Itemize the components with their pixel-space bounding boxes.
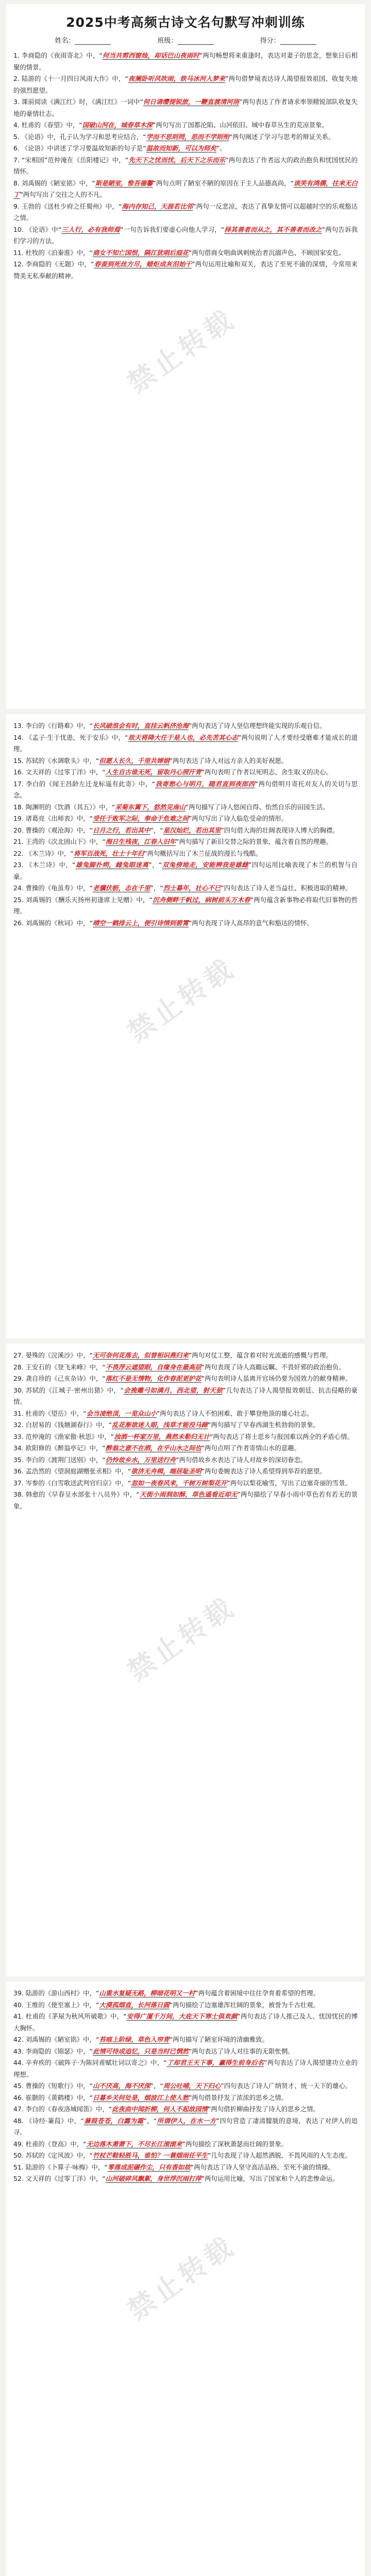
question-text: ”两句借故乡水表达了诗人对故乡的深切眷恋。 — [176, 1455, 307, 1464]
question-text: ”四句借大海的壮阔表现诗人博大的胸襟。 — [221, 826, 339, 834]
question-text: 47. 李白的《春夜洛城闻笛》中，“ — [13, 2105, 112, 2113]
question-text: ”两句以梨花喻雪，写出了边塞奇丽的雪景。 — [227, 1479, 352, 1487]
question-text: ”两句写出了交往之人的不凡。 — [20, 191, 106, 198]
answer-text: 何当共剪西窗烛，却话巴山夜雨时 — [102, 52, 199, 59]
answer-text: 忽如一夜春风来，千树万树梨花开 — [131, 1479, 227, 1487]
answer-text: 双兔傍地走，安能辨我是雄雌 — [162, 861, 248, 869]
watermark-text: 禁止转载 — [122, 952, 242, 1049]
answer-text: 斯是陋室，惟吾德馨 — [95, 179, 153, 187]
question-item — [13, 1408, 358, 1420]
answer-text: 海日生残夜，江春入旧年 — [105, 838, 176, 845]
answer-text: 落红不是无情物，化作春泥更护花 — [105, 1375, 201, 1382]
question-text: 29. 龚自珍的《己亥杂诗》中，“ — [13, 1375, 106, 1382]
question-text: ”两句借折柳曲抒发了诗人的思乡之情。 — [208, 2105, 320, 2113]
watermark-text: 禁止转载 — [122, 1591, 242, 1688]
question-item — [13, 50, 358, 73]
answer-text: 受任于败军之际，奉命于危难之间 — [92, 815, 189, 822]
question-text: 10. 《论语》中“ — [13, 225, 62, 233]
question-text: ”两句表达了作者远大的政治抱负和忧国忧民的情怀。 — [13, 156, 358, 175]
answer-text: 山重水复疑无路，柳暗花明又一村 — [99, 1989, 195, 1997]
question-item — [13, 1385, 358, 1408]
answer-text: 苔痕上阶绿，草色入帘青 — [99, 2036, 170, 2043]
question-item — [13, 120, 358, 131]
question-item — [13, 836, 358, 848]
answer-text: 我寄愁心与明月，随君直到夜郎西 — [155, 779, 255, 788]
question-text: 18. 陶渊明的《饮酒（其五）》中，“ — [13, 803, 115, 811]
question-item — [13, 2011, 358, 2034]
question-text: 27. 晏殊的《浣溪沙》中，“ — [13, 1351, 93, 1359]
question-item — [13, 1373, 358, 1385]
question-item — [13, 1350, 358, 1362]
question-item — [13, 778, 358, 802]
question-text: ”两句点明了作者寄情山水的意趣。 — [201, 1444, 300, 1452]
question-text: 37. 岑参的《白雪歌送武判官归京》中，“ — [13, 1479, 131, 1487]
question-item — [13, 1443, 358, 1454]
answer-text: 仍怜故乡水，万里送行舟 — [105, 1455, 176, 1464]
question-text: ”两句对仗工整，蕴含着对时光流逝的感慨与哲理。 — [188, 1351, 332, 1359]
question-text: 32. 白居易的《钱塘湖春行》中，“ — [13, 1421, 112, 1429]
question-item — [13, 247, 358, 259]
question-item — [13, 143, 358, 155]
question-item — [13, 2150, 358, 2162]
answer-text: 国破山河在，城春草木深 — [82, 121, 153, 129]
question-text: 34. 欧阳修的《醉翁亭记》中，“ — [13, 1444, 106, 1452]
answer-text: 采菊东篱下，悠然见南山 — [115, 803, 185, 811]
name-field[interactable] — [55, 35, 111, 45]
question-item — [13, 825, 358, 837]
answer-text: 无边落木萧萧下，不尽长江滚滚来 — [86, 2140, 182, 2148]
question-text: ”两句写出了诗人临危受命的情形。 — [188, 815, 288, 822]
question-text: 19. 诸葛亮《出师表》中，“ — [13, 815, 93, 822]
question-text: ”两句点明了陋室不陋的原因在于主人品德高尚，“ — [153, 179, 294, 187]
worksheet-sheet-2 — [6, 714, 365, 1338]
answer-text: 何日请缨提锐旅，一鞭直渡清河洛 — [143, 98, 240, 106]
answer-text: 学而不思则罔，思而不学则殆 — [146, 132, 229, 141]
question-text: ”两句描写了诗人悠闲自得、怡然自乐的田园生活。 — [185, 803, 329, 811]
question-text: ”两句写出了国都沦陷、山河依旧、城中春草丛生的荒凉景象。 — [153, 121, 328, 129]
question-text: ”，“ — [148, 861, 162, 869]
question-list-1 — [13, 50, 358, 282]
question-text: 14. 《孟子·生于忧患，死于安乐》中，“ — [13, 733, 128, 741]
question-text: 15. 苏轼的《水调歌头》中，“ — [13, 756, 99, 765]
question-item — [13, 894, 358, 918]
answer-text: 将军百战死，壮士十年归 — [73, 849, 144, 857]
question-item — [13, 259, 358, 282]
question-text: 11. 杜牧的《泊秦淮》中，“ — [13, 248, 93, 257]
answer-text: 山河破碎风飘絮，身世浮沉雨打萍 — [105, 2175, 201, 2182]
question-text: 51. 陆游的《卜算子·咏梅》中，“ — [13, 2163, 108, 2171]
answer-text: 此夜曲中闻折柳，何人不起故园情 — [112, 2105, 208, 2113]
answer-text: 零落成泥碾作尘，只有香如故 — [107, 2163, 191, 2171]
question-text: ”两句阐述了学习与思考的辩证关系。 — [229, 132, 335, 141]
question-text: ”两句表达了诗人坚守高洁品格、至死不渝的情操。 — [190, 2163, 334, 2171]
question-item — [13, 1489, 358, 1512]
question-text: 7. “宋相国”范仲淹在《岳阳楼记》中，“ — [13, 156, 129, 164]
answer-text: 会当凌绝顶，一览众山小 — [86, 1409, 157, 1417]
question-text: 35. 李白的《渡荆门送别》中，“ — [13, 1455, 106, 1464]
question-text: 46. 崔颢的《黄鹤楼》中，“ — [13, 2093, 93, 2102]
question-item — [13, 2057, 358, 2080]
question-text: ”两句运用比喻和双关，表达了至死不渝的深情，今常用来赞美无私奉献的精神。 — [13, 260, 358, 280]
answer-text: 此情可待成追忆，只是当时已惘然 — [92, 2047, 189, 2055]
answer-text: 大漠孤烟直，长河落日圆 — [99, 2001, 170, 2009]
watermark-text: 禁止转载 — [122, 2230, 242, 2327]
question-item — [13, 802, 358, 814]
question-item — [13, 732, 358, 755]
answer-text: 晴空一鹤排云上，便引诗情到碧霄 — [92, 919, 189, 927]
question-text: ”两句一反悲凉，表达了真挚友情可以超越时空的乐观豁达之情。 — [13, 202, 358, 222]
question-item — [13, 720, 358, 732]
question-text: 48. 《诗经·蒹葭》中，“ — [13, 2116, 84, 2125]
question-text: 3. 课前阅读《满江红》时，《满江红》一词中“ — [13, 98, 143, 106]
question-text: 42. 刘禹锡的《陋室铭》中，“ — [13, 2036, 99, 2043]
question-text: 24. 曹操的《龟虽寿》中，“ — [13, 884, 93, 892]
question-text: 25. 刘禹锡的《酬乐天扬州初逢席上见赠》中，“ — [13, 895, 153, 904]
question-text: ”一句告诉我们要虚心向他人学习，“ — [120, 225, 225, 233]
question-text: ”两句表达了作者请求率领精锐部队收复失地的豪情壮志。 — [13, 98, 358, 117]
question-text: ”两句描写了早春西湖生机勃勃的景象。 — [208, 1421, 320, 1429]
question-text: ”两句描绘了早春小雨中草色若有若无的景象。 — [13, 1490, 358, 1510]
question-item — [13, 2034, 358, 2046]
answer-text: 三人行，必有我师焉 — [61, 225, 121, 233]
question-text: ”两句概括写出了木兰征战的漫长与残酷。 — [144, 849, 262, 857]
question-text: 1. 李商隐的《夜雨寄北》中，“ — [13, 52, 103, 59]
question-text: ”两句表达了诗人不怕困难、敢于攀登绝顶的雄心壮志。 — [156, 1409, 313, 1417]
answer-text: 人生自古谁无死，留取丹心照汗青 — [105, 768, 201, 776]
question-text: ”两句畅想将来重逢时，表达对妻子的思念，想象日后相聚的情景。 — [13, 52, 358, 71]
answer-text: 醉翁之意不在酒，在乎山水之间也 — [105, 1444, 201, 1452]
question-text: ”两句借景抒发了浓浓的思乡之情。 — [188, 2093, 288, 2102]
question-item — [13, 1431, 358, 1443]
question-item — [13, 767, 358, 778]
question-text: ”两句表达了诗人对往事的无限怅惘。 — [188, 2047, 294, 2055]
question-text: 28. 王安石的《登飞来峰》中，“ — [13, 1363, 106, 1371]
answer-text: 乱花渐欲迷人眼，浅草才能没马蹄 — [112, 1421, 208, 1429]
answer-text: 谈笑有鸿儒，往来无白丁 — [13, 179, 358, 198]
student-info-row — [13, 35, 358, 45]
question-item — [13, 813, 358, 825]
question-item — [13, 1419, 358, 1431]
question-text: ”两句告诉我们学习的方法。 — [13, 225, 358, 245]
question-text: 21. 王湾的《次北固山下》中，“ — [13, 838, 106, 845]
question-text: 44. 辛弃疾的《破阵子·为陈同甫赋壮词以寄之》中，“ — [13, 2059, 167, 2066]
question-item — [13, 918, 358, 929]
question-text: ”两句表达了诗人推己及人、忧国忧民的博大胸怀。 — [13, 2012, 358, 2032]
name-label: 姓名： — [55, 37, 75, 45]
question-text: ”。 — [216, 144, 226, 152]
question-item — [13, 2173, 358, 2185]
watermark-text: 禁止转载 — [122, 303, 242, 400]
answer-text: 但愿人长久，千里共婵娟 — [99, 756, 170, 765]
question-text: 45. 曹操的《短歌行》中，“ — [13, 2082, 93, 2090]
question-text: ”两句表达了诗人渴望建功立业的理想。 — [13, 2059, 358, 2078]
question-text: 22. 《木兰诗》中，“ — [13, 849, 74, 857]
question-item — [13, 178, 358, 201]
question-text: 38. 韩愈的《早春呈水部张十八员外》中，“ — [13, 1490, 140, 1498]
question-text: ”两句描绘了边塞雄浑壮阔的景象，被誉为千古壮观。 — [169, 2001, 320, 2009]
question-item — [13, 1988, 358, 1999]
question-item — [13, 155, 358, 178]
question-text: ”两句借梦境表达诗人渴望报效祖国、收复失地的强烈愿望。 — [13, 75, 358, 94]
question-item — [13, 2139, 358, 2150]
answer-text: 浊酒一杯家万里，燕然未勒归无计 — [114, 1432, 210, 1440]
answer-text: 安得广厦千万间，大庇天下寒士俱欢颜 — [126, 2012, 238, 2020]
question-text: 2. 陆游的《十一月四日风雨大作》中，“ — [13, 75, 128, 82]
worksheet-sheet-4 — [6, 1981, 365, 2576]
question-text: 33. 范仲淹的《渔家傲·秋思》中，“ — [13, 1432, 114, 1440]
question-text: 41. 杜甫的《茅屋为秋风所破歌》中，“ — [13, 2012, 127, 2020]
question-text: ”两句表现了诗人高昂的意气和豁达的情怀。 — [188, 919, 313, 927]
question-text: ”两句描写了陋室环境的清幽雅致。 — [169, 2036, 268, 2043]
question-text: ”两句运用比喻，写出了国家和个人的悲惨命运。 — [201, 2175, 339, 2182]
answer-text: 竹杖芒鞋轻胜马，谁怕？一蓑烟雨任平生 — [92, 2151, 208, 2159]
answer-text: 择其善者而从之，其不善者而改之 — [224, 225, 322, 233]
answer-text: 夜阑卧听风吹雨，铁马冰河入梦来 — [128, 75, 225, 82]
answer-text: 了却君王天下事，赢得生前身后名 — [166, 2059, 264, 2066]
question-item — [13, 96, 358, 120]
question-text: 4. 杜甫的《春望》中，“ — [13, 121, 82, 129]
answer-text: 商女不知亡国恨，隔江犹唱后庭花 — [92, 248, 189, 257]
question-text: ”，“ — [143, 2116, 157, 2125]
question-item — [13, 848, 358, 860]
question-item — [13, 2162, 358, 2174]
answer-text: 故天将降大任于是人也，必先苦其心志 — [128, 733, 238, 741]
question-text: ”两句描绘了深秋萧瑟而壮阔的景象。 — [182, 2140, 288, 2148]
question-item — [13, 755, 358, 767]
question-item — [13, 2104, 358, 2115]
answer-text: 会挽雕弓如满月，西北望，射天狼 — [123, 1386, 223, 1394]
question-text: 31. 杜甫的《望岳》中，“ — [13, 1409, 87, 1417]
page-title: 2025中考高频古诗文名句默写冲刺训练 — [66, 15, 305, 30]
question-item — [13, 1478, 358, 1489]
question-text: ”两句表明了作者以死明志、舍生取义的决心。 — [201, 768, 332, 776]
answer-text: 周公吐哺，天下归心 — [163, 2082, 221, 2090]
question-text: 8. 刘禹锡的《陋室铭》中，“ — [13, 179, 95, 187]
question-item — [13, 1466, 358, 1478]
answer-text: 沉舟侧畔千帆过，病树前头万木春 — [153, 895, 250, 904]
question-item — [13, 2046, 358, 2058]
question-text: 16. 文天祥的《过零丁洋》中，“ — [13, 768, 106, 776]
class-field[interactable] — [157, 35, 213, 45]
question-item — [13, 1999, 358, 2011]
answer-text: 老骥伏枥，志在千里 — [92, 884, 150, 892]
answer-text: 春蚕到死丝方尽，蜡炬成灰泪始干 — [94, 260, 192, 268]
question-text: 40. 王维的《使至塞上》中，“ — [13, 2001, 99, 2009]
question-item — [13, 201, 358, 224]
answer-text: 烈士暮年，壮心不已 — [163, 884, 221, 892]
question-list-3 — [13, 1350, 358, 1512]
question-text: 6. 《论语》中讲述了学习要温故知新的句子是“ — [13, 144, 146, 152]
question-text: ”两句表达了诗人坚信理想终能实现的乐观自信。 — [188, 722, 326, 730]
answer-text: 天街小雨润如酥，草色遥看近却无 — [139, 1490, 238, 1498]
question-item — [13, 859, 358, 883]
question-text: ”，“ — [150, 826, 163, 834]
question-text: 13. 李白的《行路难》中，“ — [13, 722, 93, 730]
answer-text: 不畏浮云遮望眼，自缘身在最高层 — [105, 1363, 201, 1371]
question-text: ”几句表现了诗人超然洒脱、不畏风雨的人生态度。 — [208, 2151, 352, 2159]
question-item — [13, 2080, 358, 2092]
score-label: 得分： — [260, 37, 280, 45]
question-text: 36. 孟浩然的《望洞庭湖赠张丞相》中，“ — [13, 1467, 131, 1475]
question-text: ”几句表达了诗人渴望报效朝廷、抗击侵略的豪情。 — [13, 1386, 358, 1405]
answer-text: 温故而知新，可以为师矣 — [146, 144, 216, 152]
question-text: 49. 杜甫的《登高》中，“ — [13, 2140, 87, 2148]
answer-text: 日暮乡关何处是，烟波江上使人愁 — [92, 2093, 189, 2102]
question-item — [13, 883, 358, 894]
question-text: ”两句表达了诗人对远方亲人的美好祝愿。 — [169, 756, 288, 765]
answer-text: 先天下之忧而忧，后天下之乐而乐 — [128, 156, 226, 164]
answer-text: 日月之行，若出其中 — [92, 826, 150, 834]
answer-text: 蒹葭苍苍，白露为霜 — [83, 2116, 144, 2125]
question-text: 5. 《论语》中，孔子认为学习和思考应结合，“ — [13, 132, 146, 141]
question-text: ”两句表达了将士思乡与报国难以两全的矛盾心情。 — [209, 1432, 353, 1440]
worksheet-sheet-3 — [6, 1344, 365, 1976]
question-text: 23. 《木兰诗》中，“ — [13, 861, 76, 869]
worksheet-sheet-1 — [6, 4, 365, 709]
question-text: ”四句营造了凄清朦胧的意境，表达了对伊人的追寻。 — [13, 2116, 358, 2136]
question-item — [13, 73, 358, 96]
answer-text: 长风破浪会有时，直挂云帆济沧海 — [92, 722, 189, 730]
question-text: 20. 曹操的《观沧海》中，“ — [13, 826, 93, 834]
question-text: ”两句委婉表达了诗人希望得到举荐的愿望。 — [201, 1467, 326, 1475]
answer-text: 海内存知己，天涯若比邻 — [122, 202, 193, 210]
question-text: ”两句借明月寄托对友人的关切与思念。 — [13, 779, 358, 799]
question-text: 30. 苏轼的《江城子·密州出猎》中，“ — [13, 1386, 124, 1394]
question-text: 9. 王勃的《送杜少府之任蜀州》中，“ — [13, 202, 122, 210]
question-text: 26. 刘禹锡的《秋词》中，“ — [13, 919, 93, 927]
question-item — [13, 1362, 358, 1374]
question-text: 17. 李白的《闻王昌龄左迁龙标遥有此寄》中，“ — [13, 779, 156, 788]
question-text: ”两句说明了人才要经受磨难才能成长的道理。 — [13, 733, 358, 753]
question-text: 43. 李商隐的《锦瑟》中，“ — [13, 2047, 93, 2055]
question-list-2 — [13, 720, 358, 929]
question-text: ”四句表达了诗人广纳贤才、统一天下的雄心。 — [221, 2082, 352, 2090]
question-text: ”四句表达了诗人老当益壮、积极进取的精神。 — [221, 884, 352, 892]
question-text: ”四句运用比喻表现了木兰的机智与自豪。 — [13, 861, 358, 880]
question-list-4 — [13, 1988, 358, 2185]
question-item — [13, 2092, 358, 2104]
answer-text: 雄兔脚扑朔，雌兔眼迷离 — [75, 861, 149, 869]
answer-text: 山不厌高，海不厌深 — [92, 2082, 150, 2090]
question-item — [13, 224, 358, 247]
score-field[interactable] — [260, 35, 316, 45]
question-item — [13, 1454, 358, 1466]
question-text: ”两句表明诗人虽离开官场仍要为国效力的献身精神。 — [201, 1375, 352, 1382]
answer-text: 星汉灿烂，若出其里 — [163, 826, 221, 834]
question-text: ”两句表现了诗人高瞻远瞩、不畏奸邪的政治抱负。 — [201, 1363, 345, 1371]
question-text: ”两句蕴含新事物必将取代旧事物的哲理。 — [13, 895, 358, 915]
question-item — [13, 2115, 358, 2139]
question-text: 52. 文天祥的《过零丁洋》中，“ — [13, 2175, 106, 2182]
question-text: 12. 李商隐的《无题》中，“ — [13, 260, 94, 268]
question-item — [13, 131, 358, 143]
question-text: ”两句借商女唱曲讽刺统治者沉溺声色、不顾国家安危。 — [188, 248, 345, 257]
question-text: ”，“ — [150, 884, 163, 892]
question-text: ”两句描写了新旧交替之际的景象，蕴含着自然的理趣。 — [176, 838, 332, 845]
answer-text: 所谓伊人，在水一方 — [157, 2116, 216, 2125]
question-text: ”两句蕴含着困境中往往孕育着希望的哲理。 — [195, 1989, 320, 1997]
answer-text: 无可奈何花落去，似曾相识燕归来 — [92, 1351, 189, 1359]
question-text: ”，“ — [150, 2082, 163, 2090]
class-label: 班级： — [157, 37, 178, 45]
answer-text: 欲济无舟楫，端居耻圣明 — [131, 1467, 201, 1475]
question-text: 39. 陆游的《游山西村》中，“ — [13, 1989, 99, 1997]
question-text: 50. 苏轼的《定风波》中，“ — [13, 2151, 93, 2159]
